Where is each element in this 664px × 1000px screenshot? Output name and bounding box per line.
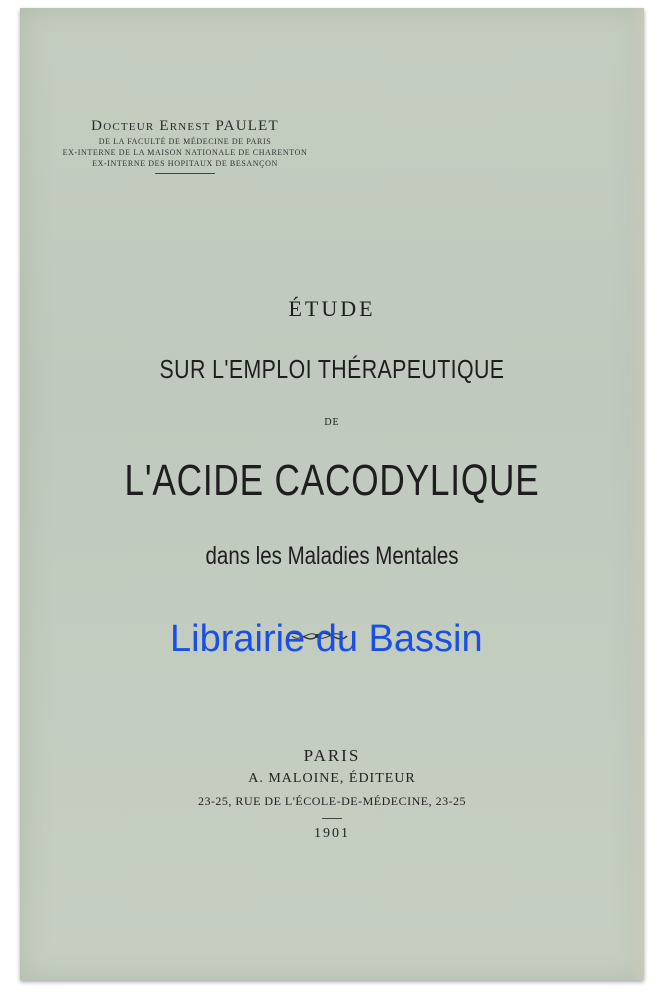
author-name: Docteur Ernest PAULET — [91, 118, 279, 134]
title-main: L'ACIDE CACODYLIQUE — [124, 456, 540, 505]
watermark-text: Librairie du Bassin — [170, 618, 483, 660]
publication-year: 1901 — [314, 826, 350, 841]
title-subtitle: dans les Maladies Mentales — [205, 542, 459, 570]
author-divider — [155, 173, 215, 174]
title-de: DE — [324, 417, 340, 428]
publisher-name: A. MALOINE, ÉDITEUR — [248, 771, 416, 786]
author-credential-1: DE LA FACULTÉ DE MÉDECINE DE PARIS — [98, 137, 272, 146]
publisher-divider — [322, 818, 342, 819]
author-credential-2: EX-INTERNE DE LA MAISON NATIONALE DE CHARENTON — [62, 148, 308, 157]
publisher-address: 23-25, RUE DE L'ÉCOLE-DE-MÉDECINE, 23-25 — [197, 794, 467, 808]
publisher-city: PARIS — [303, 746, 361, 765]
author-credential-3: EX-INTERNE DES HOPITAUX DE BESANÇON — [92, 159, 278, 168]
author-block — [20, 118, 350, 174]
title-line-2: SUR L'EMPLOI THÉRAPEUTIQUE — [159, 354, 505, 384]
title-etude: ÉTUDE — [288, 296, 376, 321]
book-cover — [20, 8, 644, 980]
